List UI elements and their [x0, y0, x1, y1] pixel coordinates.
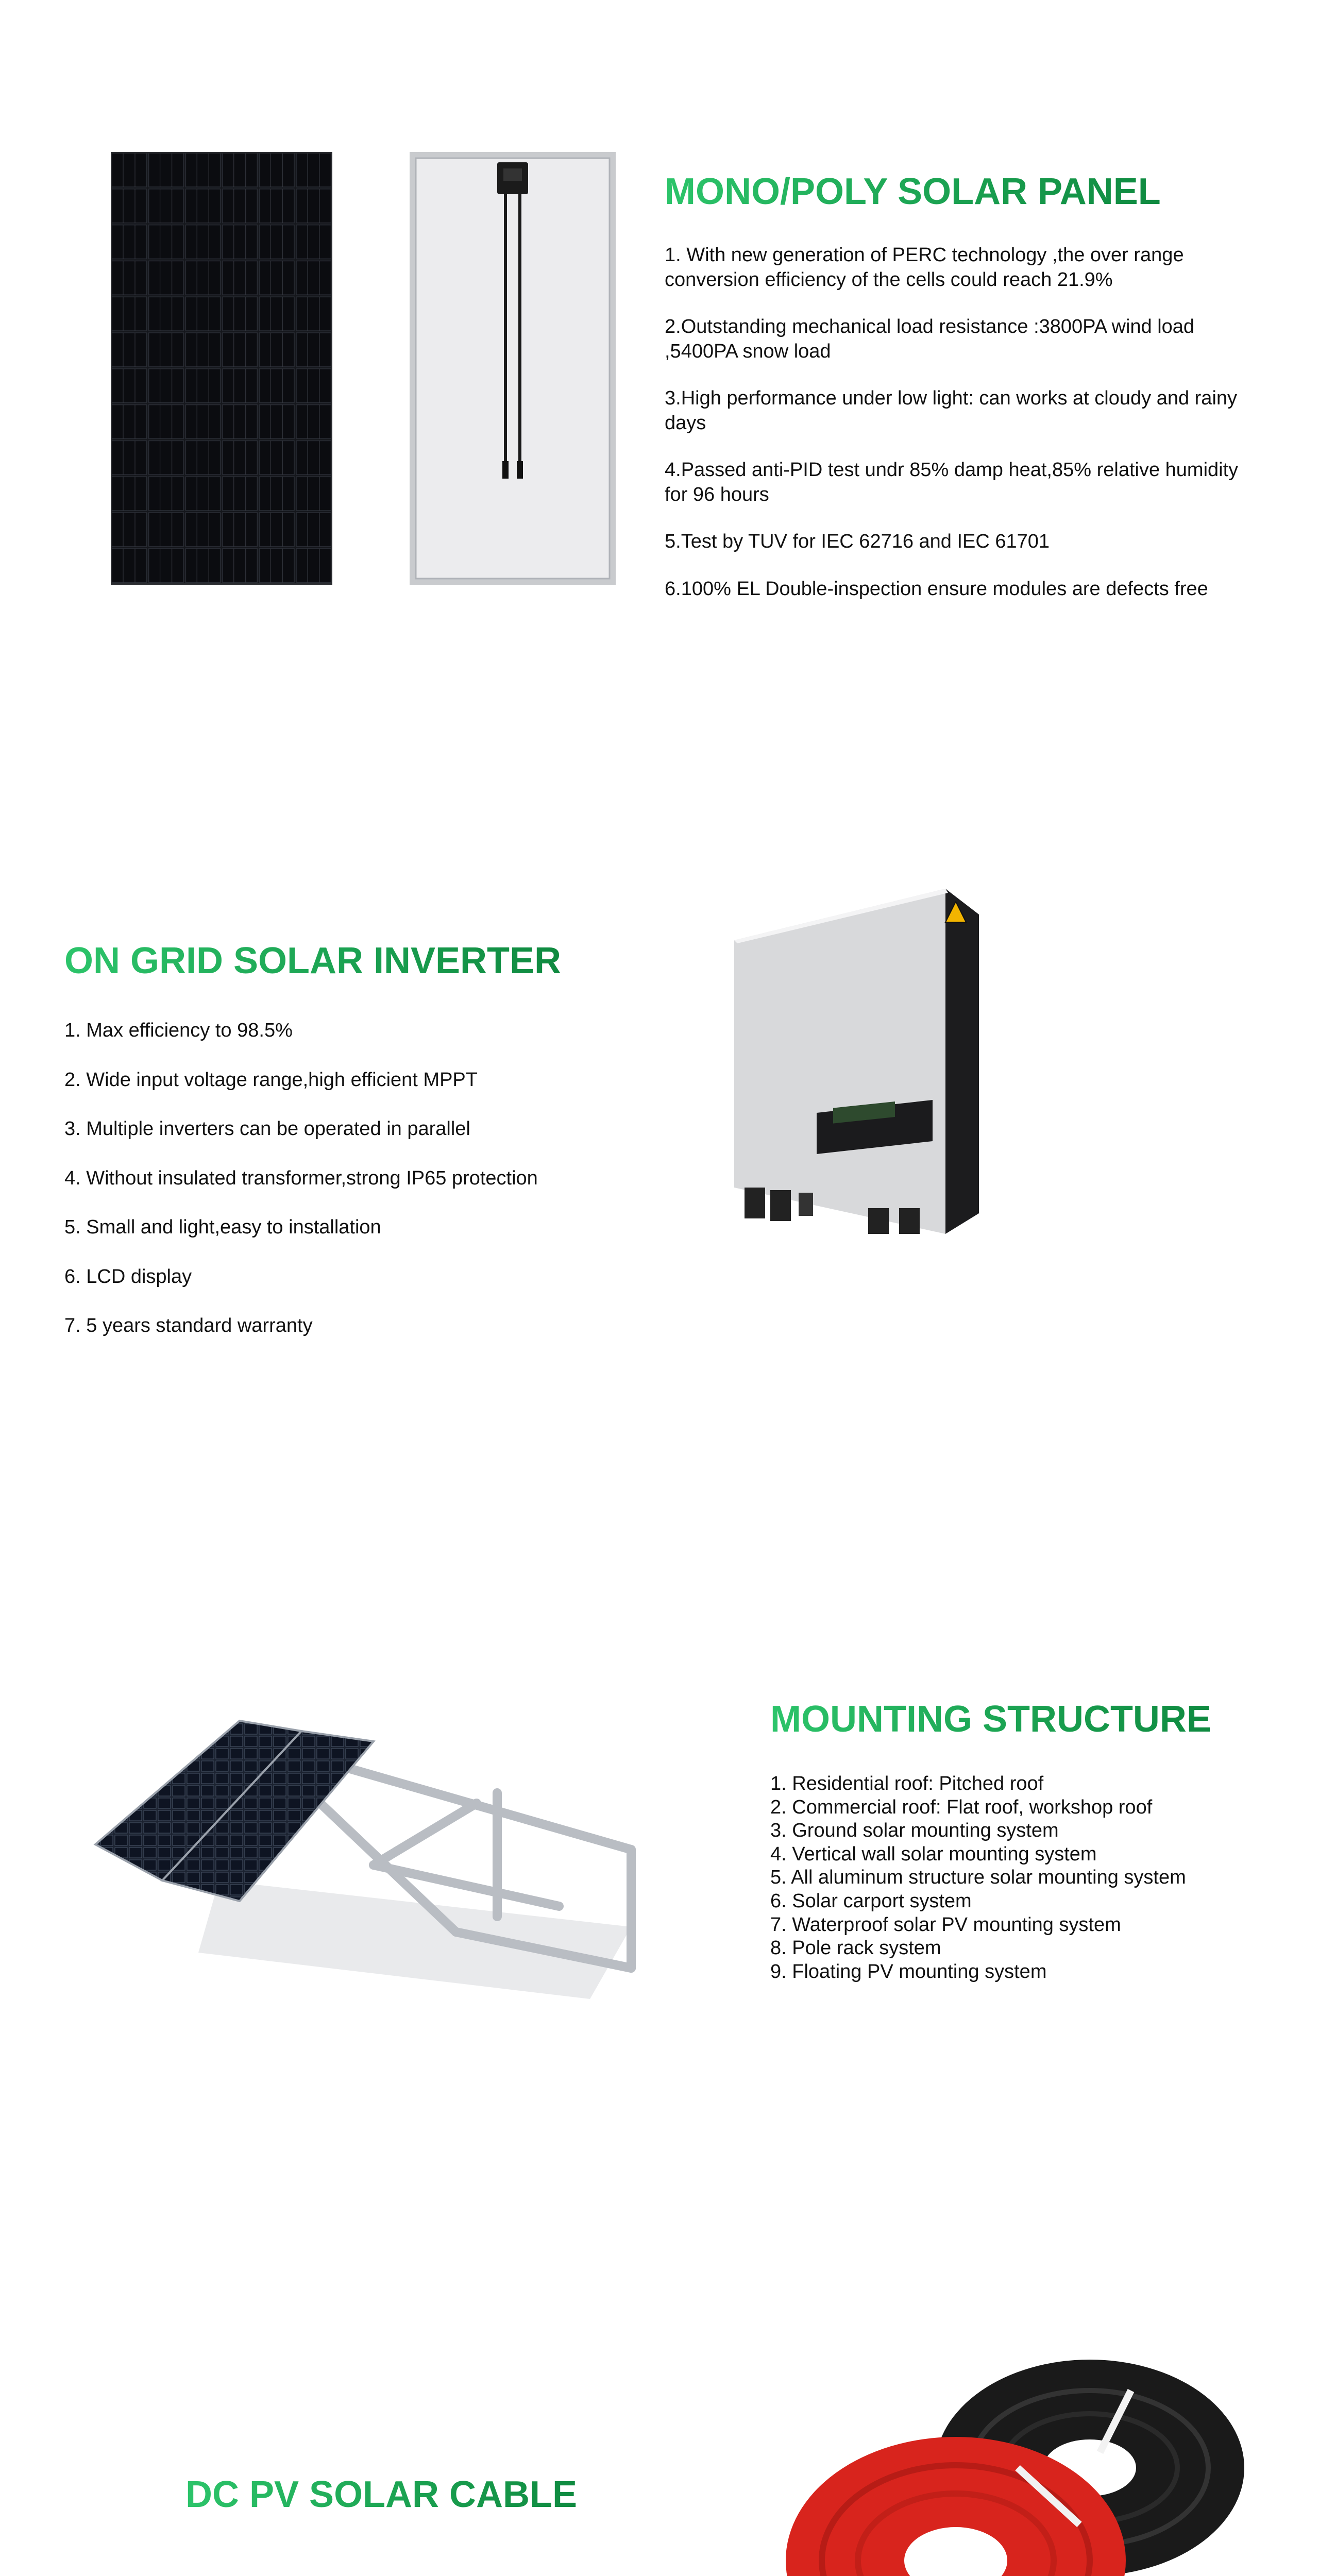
list-item: 1. Residential roof: Pitched roof — [770, 1773, 1044, 1794]
list-item: 5. All aluminum structure solar mounting system — [770, 1867, 1186, 1889]
list-item: 1. Max efficiency to 98.5% — [64, 1020, 293, 1041]
mounting-title: MOUNTING STRUCTURE — [770, 1699, 1211, 1740]
list-item: 6. Solar carport system — [770, 1890, 972, 1912]
list-item: 4. Vertical wall solar mounting system — [770, 1843, 1097, 1865]
list-item: 6. LCD display — [64, 1265, 192, 1287]
list-item: 5.Test by TUV for IEC 62716 and IEC 61701 — [665, 531, 1050, 552]
list-item: 3. Multiple inverters can be operated in parallel — [64, 1118, 470, 1140]
mounting-structure-image — [85, 1710, 693, 2009]
solar-panel-front-image — [111, 152, 332, 585]
list-item: 5. Small and light,easy to installation — [64, 1216, 381, 1238]
cable-coils-image — [770, 2339, 1255, 2576]
inverter-title: ON GRID SOLAR INVERTER — [64, 940, 562, 981]
list-item: 6.100% EL Double-inspection ensure modules are defects free — [665, 578, 1208, 600]
inverter-image — [714, 878, 1002, 1265]
list-item: 7. Waterproof solar PV mounting system — [770, 1913, 1121, 1936]
inverter-section — [0, 773, 1319, 1597]
list-item: 1. With new generation of PERC technology ,the over range conversion efficiency of the cells could reach 21.9% — [665, 244, 1184, 291]
list-item: 8. Pole rack system — [770, 1937, 941, 1959]
list-item: 4. Without insulated transformer,strong IP65 protection — [64, 1167, 538, 1189]
inverter-feature-list — [64, 1019, 657, 1363]
solar-panel-feature-list — [665, 243, 1262, 624]
list-item: 2. Commercial roof: Flat roof, workshop roof — [770, 1796, 1153, 1818]
list-item: 9. Floating PV mounting system — [770, 1960, 1047, 1982]
list-item: 7. 5 years standard warranty — [64, 1315, 313, 1336]
solar-panel-title: MONO/POLY SOLAR PANEL — [665, 171, 1161, 212]
list-item: 4.Passed anti-PID test undr 85% damp heat,85% relative humidity for 96 hours — [665, 459, 1239, 505]
cable-title: DC PV SOLAR CABLE — [185, 2474, 578, 2515]
list-item: 2.Outstanding mechanical load resistance :3800PA wind load ,5400PA snow load — [665, 316, 1195, 362]
list-item: 3. Ground solar mounting system — [770, 1820, 1059, 1842]
mounting-feature-list — [770, 1772, 1286, 1984]
solar-panel-section — [0, 0, 1319, 773]
list-item: 2. Wide input voltage range,high efficient MPPT — [64, 1069, 478, 1091]
list-item: 3.High performance under low light: can works at cloudy and rainy days — [665, 387, 1238, 434]
cable-section — [0, 2318, 1319, 2576]
mounting-section — [0, 1597, 1319, 2370]
solar-panel-back-image — [410, 152, 616, 585]
